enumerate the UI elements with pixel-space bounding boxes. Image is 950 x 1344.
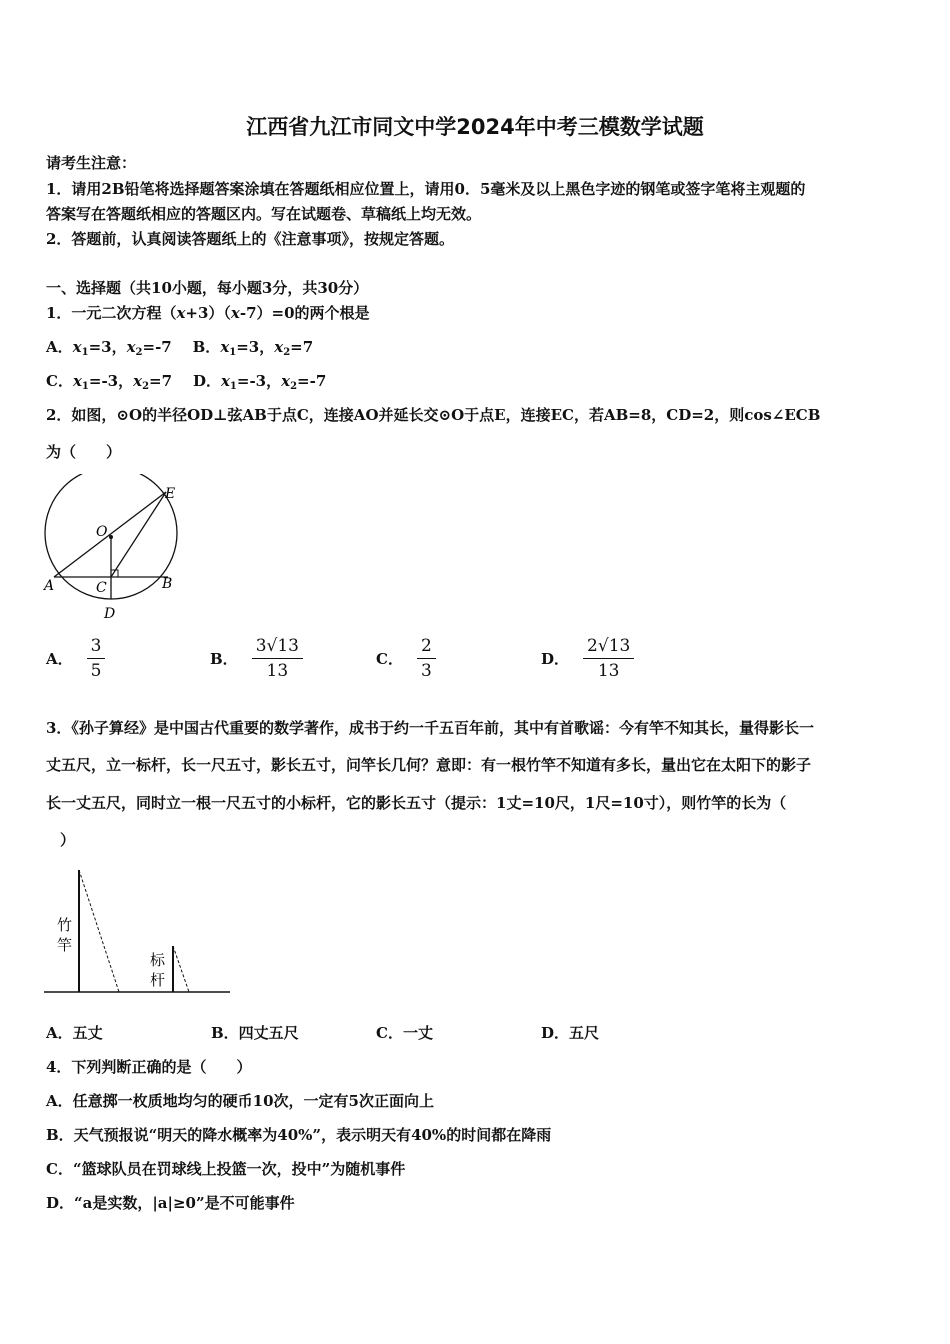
q1-option-c[interactable]: C．$x_1=-3$，$x_2=7$ — [46, 372, 173, 392]
center-point — [109, 535, 113, 539]
q1-options-row2 — [46, 370, 326, 391]
label-e: E — [165, 486, 176, 502]
label-d: D — [104, 606, 116, 622]
q1-option-a[interactable]: A．$x_1=3$，$x_2=-7$ — [46, 338, 172, 358]
notice-line-2: 2．答题前，认真阅读答题纸上的《注意事项》，按规定答题。 — [46, 230, 454, 248]
line-ae — [54, 492, 166, 577]
q2-option-b[interactable]: B． $\frac{3√13}{13}$ — [210, 636, 303, 681]
q4-option-d[interactable]: D．“a是实数，|a|≥0”是不可能事件 — [46, 1194, 295, 1212]
q3-bamboo-figure — [42, 864, 237, 1000]
q1-option-d[interactable]: D．$x_1=-3$，$x_2=-7$ — [192, 372, 327, 392]
q2-option-c[interactable]: C． $\frac{2}{3}$ — [376, 636, 436, 681]
notice-heading: 请考生注意： — [46, 154, 137, 172]
q2-option-a[interactable]: A． $\frac{3}{5}$ — [46, 636, 105, 681]
q2-stem-2: 为（ ） — [46, 443, 122, 461]
label-c: C — [96, 580, 107, 596]
section-heading: 一、选择题（共10小题，每小题3分，共30分） — [46, 279, 369, 297]
q4-option-c[interactable]: C．“篮球队员在罚球线上投篮一次，投中”为随机事件 — [46, 1160, 406, 1178]
q1-options-row1 — [46, 336, 313, 357]
q1-option-b[interactable]: B．$x_1=3$，$x_2=7$ — [192, 338, 314, 358]
page-title: 江西省九江市同文中学2024年中考三模数学试题 — [246, 115, 704, 139]
q4-option-a[interactable]: A．任意掷一枚质地均匀的硬币10次，一定有5次正面向上 — [46, 1092, 434, 1110]
label-o: O — [96, 524, 108, 540]
q3-line-2: 丈五尺，立一标杆，长一尺五寸，影长五寸，问竿长几何？意即：有一根竹竿不知道有多长，量出它在太阳下的影子 — [46, 756, 812, 774]
label-bamboo-2: 竿 — [57, 936, 73, 954]
label-bamboo-1: 竹 — [57, 916, 73, 934]
label-pole-1: 标 — [150, 951, 166, 969]
line-ec — [111, 492, 166, 577]
bamboo-shadow-ray — [79, 870, 119, 992]
notice-line-1: 1．请用2B铅笔将选择题答案涂填在答题纸相应位置上，请用0．5毫米及以上黑色字迹的钢笔或签字笔将主观题的 — [46, 180, 806, 198]
label-pole-2: 杆 — [150, 971, 166, 989]
q3-option-d[interactable]: D．五尺 — [541, 1024, 600, 1042]
q2-circle-figure — [40, 474, 190, 624]
q4-option-b[interactable]: B．天气预报说“明天的降水概率为40%”，表示明天有40%的时间都在降雨 — [46, 1126, 552, 1144]
q2-stem: 2．如图，⊙O的半径OD⊥弦AB于点C，连接AO并延长交⊙O于点E，连接EC，若AB=8，CD=2，则cos∠ECB — [46, 406, 821, 424]
q3-option-c[interactable]: C．一丈 — [376, 1024, 433, 1042]
q3-option-b[interactable]: B．四丈五尺 — [211, 1024, 299, 1042]
q3-line-1: 3．《孙子算经》是中国古代重要的数学著作，成书于约一千五百年前，其中有首歌谣：今有竿不知其长，量得影长一 — [46, 719, 814, 737]
notice-line-1b: 答案写在答题纸相应的答题区内。写在试题卷、草稿纸上均无效。 — [46, 205, 482, 223]
q4-stem: 4．下列判断正确的是（ ） — [46, 1058, 252, 1076]
q3-line-3: 长一丈五尺，同时立一根一尺五寸的小标杆，它的影长五寸（提示：1丈=10尺，1尺=10寸），则竹竿的长为（ — [46, 794, 787, 812]
q1-stem: 1．一元二次方程（x+3）（x-7）=0的两个根是 — [46, 304, 370, 322]
q3-option-a[interactable]: A．五丈 — [46, 1024, 103, 1042]
q3-line-4: ） — [60, 831, 76, 849]
label-b: B — [162, 576, 173, 592]
label-a: A — [44, 578, 55, 594]
small-pole-shadow-ray — [173, 946, 189, 992]
q2-option-d[interactable]: D． $\frac{2√13}{13}$ — [541, 636, 634, 681]
